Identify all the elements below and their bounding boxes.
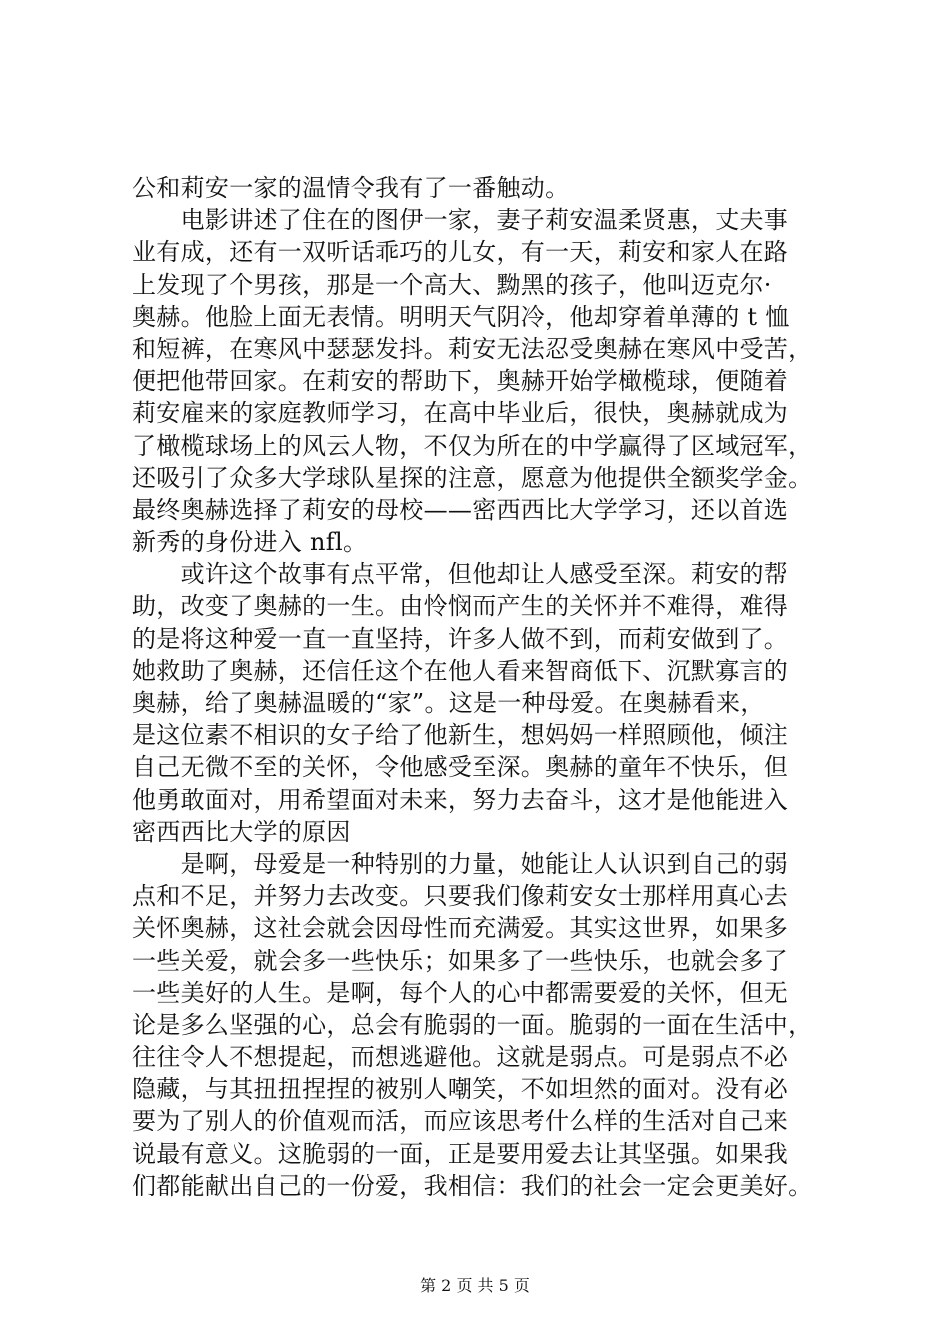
page-number-footer: 第 2 页 共 5 页 bbox=[420, 1276, 530, 1295]
text-line: 密西西比大学的原因 bbox=[132, 817, 351, 846]
text-line: 还吸引了众多大学球队星探的注意，愿意为他提供全额奖学金。 bbox=[132, 463, 813, 492]
text-line: 论是多么坚强的心，总会有脆弱的一面。脆弱的一面在生活中， bbox=[132, 1010, 813, 1039]
text-line: 隐藏，与其扭扭捏捏的被别人嘲笑，不如坦然的面对。没有必 bbox=[132, 1075, 789, 1104]
text-line: 点和不足，并努力去改变。只要我们像莉安女士那样用真心去 bbox=[132, 882, 789, 911]
text-line: 他勇敢面对，用希望面对未来，努力去奋斗，这才是他能进入 bbox=[132, 785, 789, 814]
text-line: 上发现了个男孩，那是一个高大、黝黑的孩子，他叫迈克尔· bbox=[132, 270, 772, 299]
text-line: 助，改变了奥赫的一生。由怜悯而产生的关怀并不难得，难得 bbox=[132, 592, 789, 621]
text-line: 说最有意义。这脆弱的一面，正是要用爱去让其坚强。如果我 bbox=[132, 1139, 789, 1168]
text-line: 莉安雇来的家庭教师学习，在高中毕业后，很快，奥赫就成为 bbox=[132, 399, 789, 428]
text-line: 是这位素不相识的女子给了他新生，想妈妈一样照顾他，倾注 bbox=[132, 721, 789, 750]
text-line: 和短裤，在寒风中瑟瑟发抖。莉安无法忍受奥赫在寒风中受苦， bbox=[132, 334, 813, 363]
text-line: 奥赫。他脸上面无表情。明明天气阴冷，他却穿着单薄的 t 恤 bbox=[132, 302, 790, 331]
text-line: 或许这个故事有点平常，但他却让人感受至深。莉安的帮 bbox=[132, 560, 789, 589]
text-line: 们都能献出自己的一份爱，我相信：我们的社会一定会更美好。 bbox=[132, 1171, 813, 1200]
text-line: 一些关爱，就会多一些快乐；如果多了一些快乐，也就会多了 bbox=[132, 946, 789, 975]
text-line: 最终奥赫选择了莉安的母校——密西西比大学学习，还以首选 bbox=[132, 495, 789, 524]
text-line: 往往令人不想提起，而想逃避他。这就是弱点。可是弱点不必 bbox=[132, 1043, 789, 1072]
body-text bbox=[132, 172, 844, 1202]
text-line: 自己无微不至的关怀，令他感受至深。奥赫的童年不快乐，但 bbox=[132, 753, 789, 782]
text-line: 新秀的身份进入 nfl。 bbox=[132, 528, 368, 557]
text-line: 她救助了奥赫，还信任这个在他人看来智商低下、沉默寡言的 bbox=[132, 656, 789, 685]
text-line: 电影讲述了住在的图伊一家，妻子莉安温柔贤惠，丈夫事 bbox=[132, 206, 789, 235]
text-line: 了橄榄球场上的风云人物，不仅为所在的中学赢得了区域冠军， bbox=[132, 431, 813, 460]
text-line: 业有成，还有一双听话乖巧的儿女，有一天，莉安和家人在路 bbox=[132, 238, 789, 267]
text-line: 一些美好的人生。是啊，每个人的心中都需要爱的关怀，但无 bbox=[132, 978, 789, 1007]
text-line: 公和莉安一家的温情令我有了一番触动。 bbox=[132, 174, 570, 202]
text-line: 奥赫，给了奥赫温暖的“家”。这是一种母爱。在奥赫看来， bbox=[132, 689, 765, 717]
text-line: 的是将这种爱一直一直坚持，许多人做不到，而莉安做到了。 bbox=[132, 624, 789, 653]
text-line: 便把他带回家。在莉安的帮助下，奥赫开始学橄榄球，便随着 bbox=[132, 367, 789, 396]
text-line: 是啊，母爱是一种特别的力量，她能让人认识到自己的弱 bbox=[132, 849, 789, 878]
text-line: 关怀奥赫，这社会就会因母性而充满爱。其实这世界，如果多 bbox=[132, 914, 789, 943]
text-line: 要为了别人的价值观而活，而应该思考什么样的生活对自己来 bbox=[132, 1107, 789, 1136]
